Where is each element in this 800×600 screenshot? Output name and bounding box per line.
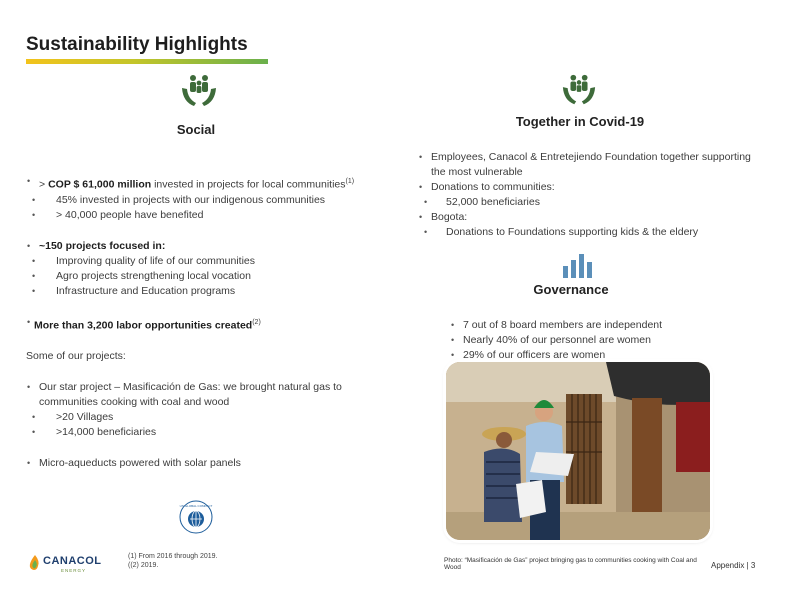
list-item: • > COP $ 61,000 million invested in projects for local communities$^{(1)}$: [26, 174, 381, 193]
project-photo: [446, 362, 710, 540]
un-global-compact-logo: [179, 500, 213, 534]
social-section: [26, 174, 381, 471]
list-item: • 7 out of 8 board members are independent: [450, 318, 750, 333]
title-underline: [26, 59, 268, 64]
social-heading: Social: [176, 122, 216, 137]
footnotes: [128, 552, 218, 570]
page-title: Sustainability Highlights: [26, 34, 248, 55]
footnote-2: ((2) 2019.: [128, 562, 159, 569]
footnote-1: (1) From 2016 through 2019.: [128, 553, 218, 560]
list-item: • Donations to communities:: [418, 180, 763, 195]
governance-list: [450, 318, 750, 363]
hands-people-icon: [180, 72, 218, 110]
list-item: • >14,000 beneficiaries: [26, 425, 381, 440]
canacol-logo: [28, 553, 108, 573]
list-item: • Our star project – Masificación de Gas: we brought natural gas to communities cooking with coal and wood: [26, 380, 381, 410]
list-item: • Nearly 40% of our personnel are women: [450, 333, 750, 348]
bar-chart-icon: [561, 252, 595, 278]
list-item: • Micro-aqueducts powered with solar panels: [26, 456, 381, 471]
list-item: • Infrastructure and Education programs: [26, 284, 381, 299]
list-item: • >20 Villages: [26, 410, 381, 425]
flame-icon: [28, 555, 42, 571]
logo-sub: ENERGY: [61, 568, 87, 573]
some-projects-label: Some of our projects:: [26, 350, 126, 362]
list-item: • Bogota:: [418, 210, 763, 225]
governance-section: [450, 318, 750, 363]
list-item: • > 40,000 people have benefited: [26, 208, 381, 223]
covid-heading: Together in Covid-19: [515, 114, 645, 129]
list-item: • 52,000 beneficiaries: [418, 195, 763, 210]
list-item: • More than 3,200 labor opportunities created$^{(2)}$: [26, 315, 381, 334]
list-item: • ~150 projects focused in:: [26, 239, 381, 254]
projects-list: [26, 380, 381, 471]
page-number: Appendix | 3: [711, 561, 756, 570]
covid-list: [418, 150, 763, 240]
logo-name: CANACOL: [43, 555, 102, 567]
social-list: [26, 174, 381, 333]
list-item: • Employees, Canacol & Entretejiendo Foundation together supporting the most vulnerable: [418, 150, 763, 180]
covid-section: [418, 150, 763, 240]
list-item: • Agro projects strengthening local vocation: [26, 269, 381, 284]
list-item: • Donations to Foundations supporting kids & the eldery: [418, 225, 763, 240]
list-item: • 29% of our officers are women: [450, 348, 750, 363]
list-item: • Improving quality of life of our communities: [26, 254, 381, 269]
governance-heading: Governance: [533, 282, 609, 297]
photo-caption: Photo: “Masificación de Gas” project bringing gas to communities cooking with Coal and Wood: [444, 557, 697, 571]
list-item: • 45% invested in projects with our indigenous communities: [26, 193, 381, 208]
hands-people-icon: [561, 72, 597, 108]
global-compact-text: UN GLOBAL COMPACT: [179, 504, 213, 508]
